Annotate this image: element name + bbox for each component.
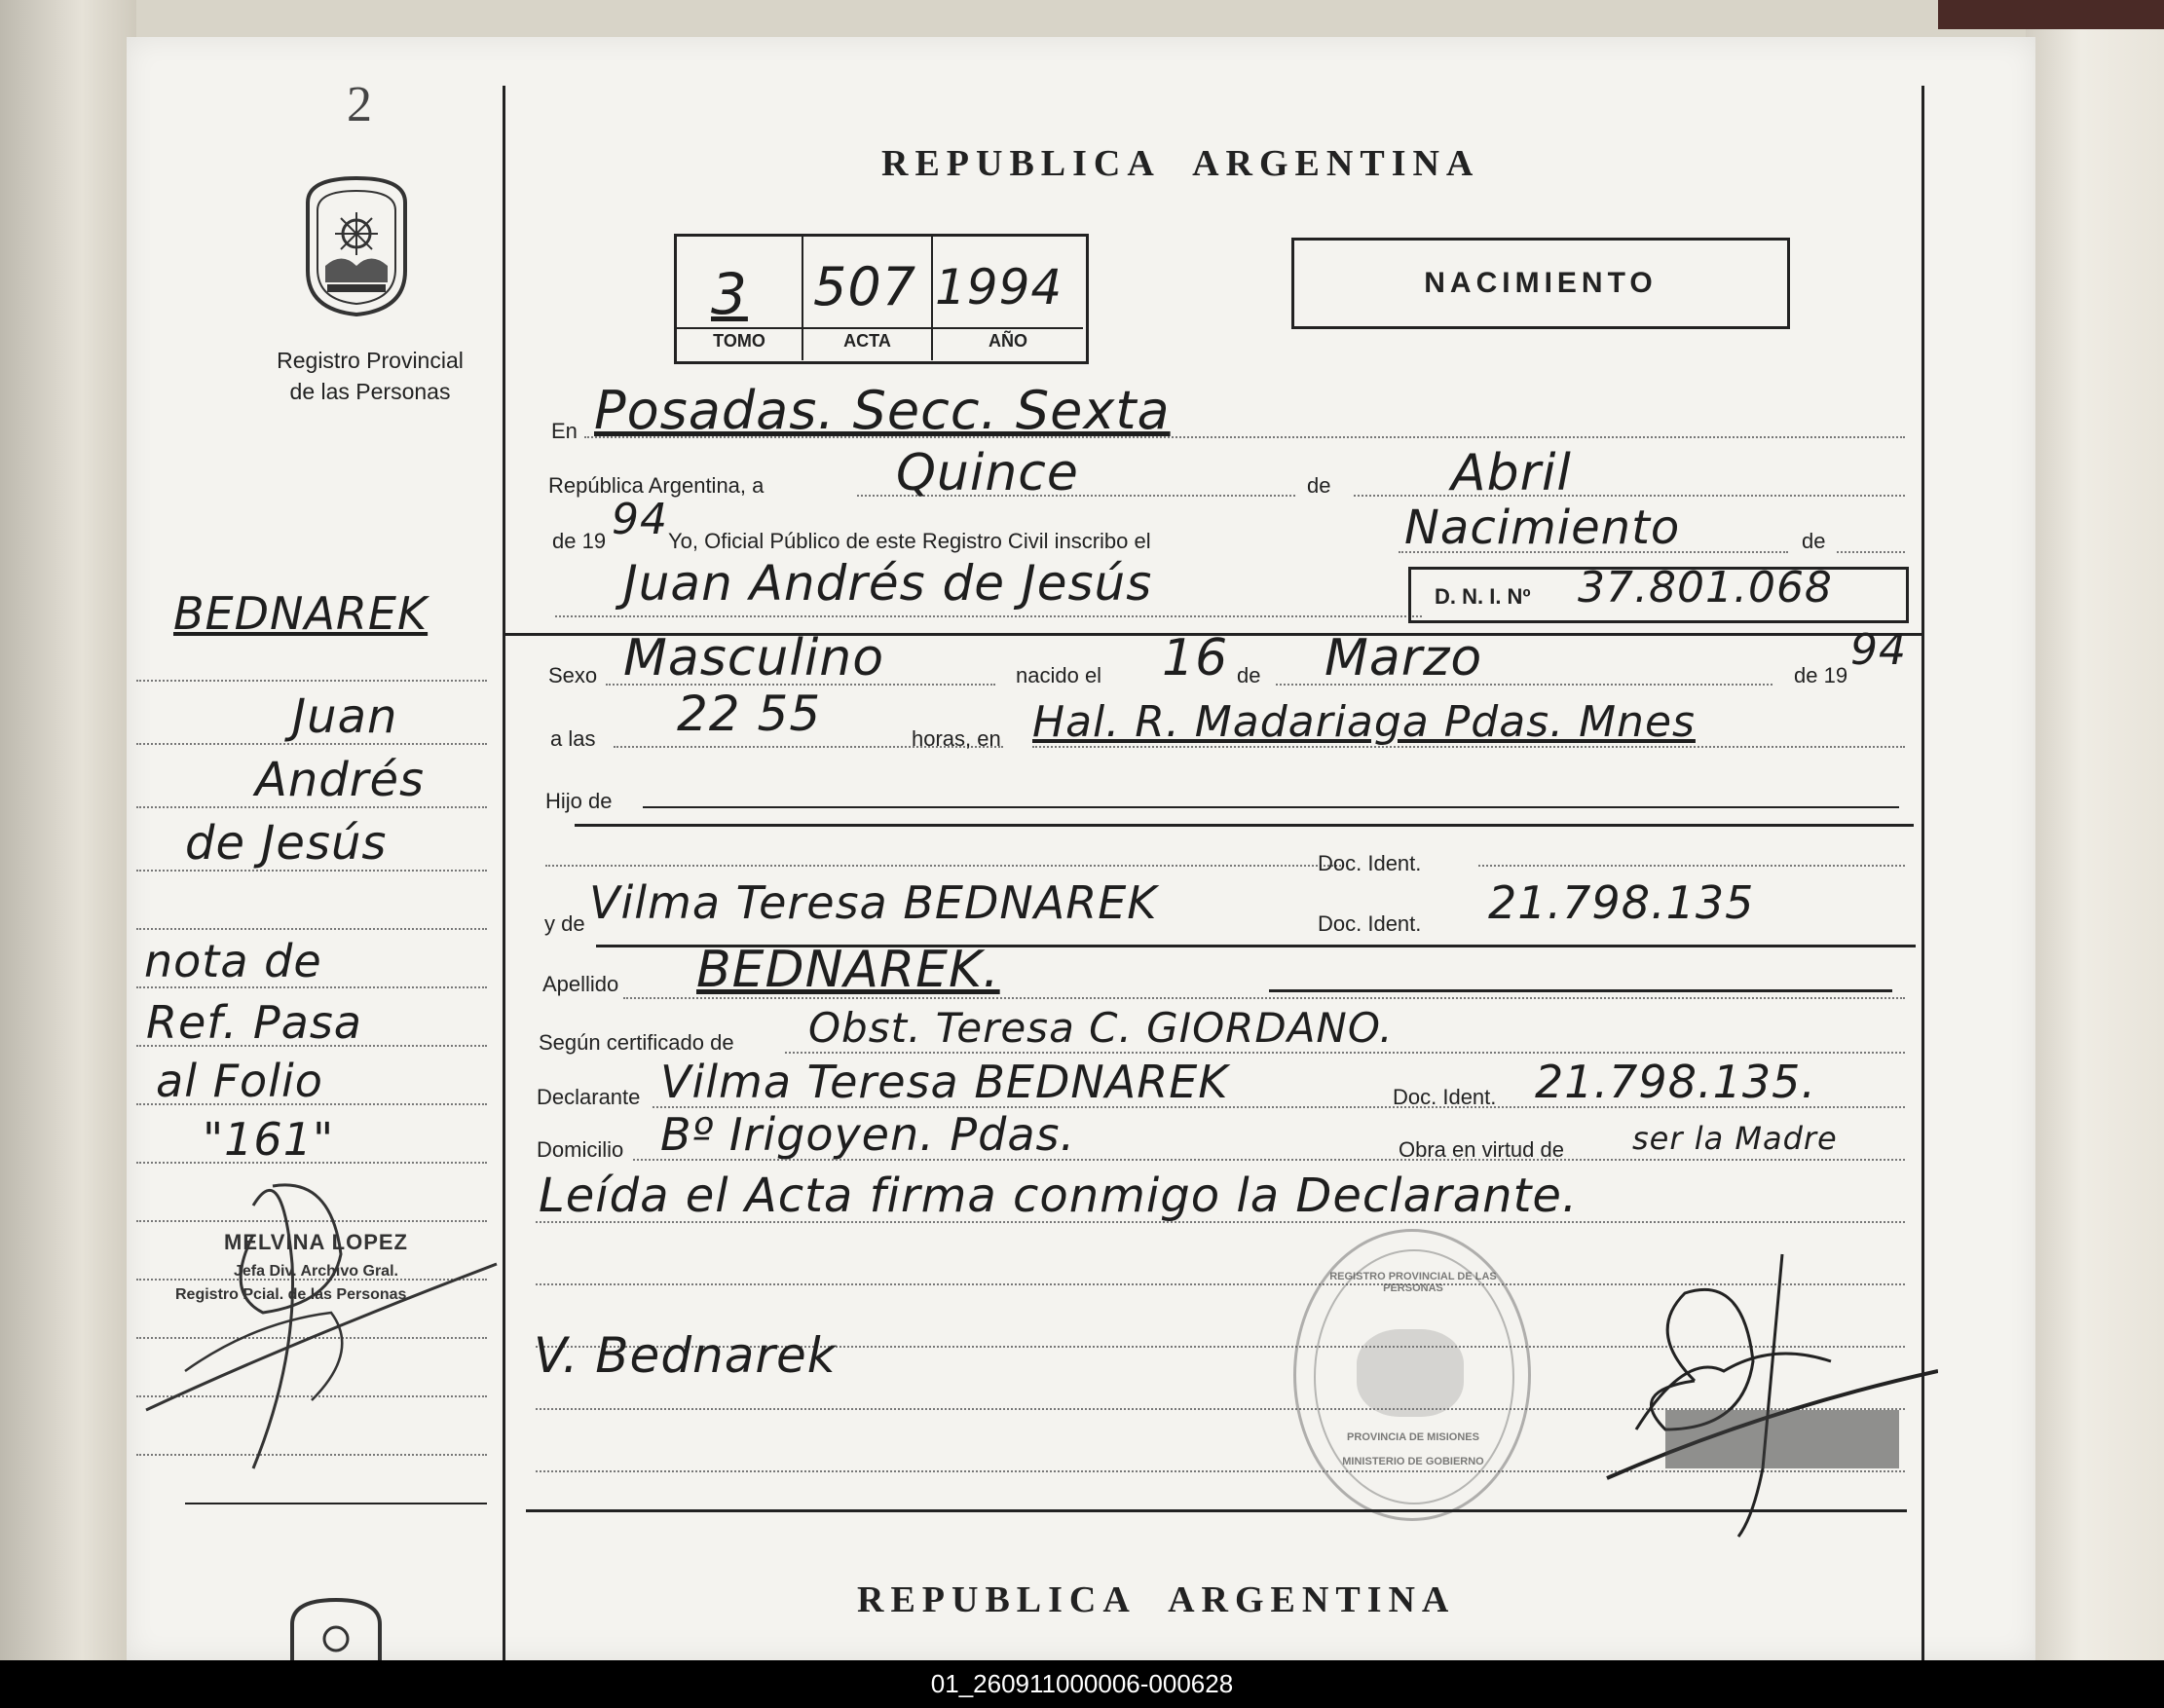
declarante-doc-value: 21.798.135.: [1535, 1056, 1816, 1108]
birth-year-label: de 19: [1794, 663, 1848, 687]
form-line: [1276, 684, 1772, 686]
domicilio-label: Domicilio: [537, 1137, 624, 1162]
margin-note-3: al Folio: [156, 1055, 323, 1107]
republica-label: República Argentina, a: [548, 473, 765, 498]
margin-line: [136, 986, 487, 988]
birth-year-value: 94: [1850, 625, 1907, 675]
record-type-box: [1291, 238, 1790, 329]
mother-doc-label: Doc. Ident.: [1318, 911, 1422, 936]
registry-title-line1: Registro Provincial: [277, 348, 464, 373]
en-label: En: [551, 419, 578, 443]
tomo-label: TOMO: [713, 331, 765, 351]
book-edge-left: [0, 0, 136, 1660]
provincial-seal-logo-bottom: [282, 1595, 390, 1660]
declarant-signature: V. Bednarek: [534, 1327, 837, 1384]
form-line: [633, 1159, 1905, 1161]
form-line: [1354, 495, 1905, 497]
page-number: 2: [347, 77, 372, 132]
margin-line: [136, 928, 487, 930]
hour-value: 22 55: [677, 686, 822, 742]
official-round-seal: [1293, 1229, 1531, 1521]
margin-line: [136, 870, 487, 872]
apellido-value: BEDNAREK.: [696, 941, 1000, 999]
birthplace-value: Hal. R. Madariaga Pdas. Mnes: [1032, 697, 1696, 747]
anio-value: 1994: [935, 259, 1063, 316]
stamp-name: MELVINA LOPEZ: [224, 1230, 408, 1254]
form-line: [545, 865, 1344, 867]
child-full-name: Juan Andrés de Jesús: [623, 555, 1153, 612]
form-line: [584, 436, 1905, 438]
scan-id-footer: 01_260911000006-000628: [0, 1660, 2164, 1708]
stamp-title: Jefa Div. Archivo Gral.: [234, 1263, 398, 1280]
day-value: Quince: [896, 444, 1079, 502]
birth-month-value: Marzo: [1325, 629, 1483, 687]
birth-day-value: 16: [1162, 629, 1229, 687]
inscribo-value: Nacimiento: [1404, 501, 1681, 555]
book-cover-corner: [1938, 0, 2164, 29]
country-title-bottom: REPUBLICA ARGENTINA: [857, 1579, 1456, 1620]
country-title: REPUBLICA ARGENTINA: [881, 143, 1480, 184]
acta-label: ACTA: [843, 331, 891, 351]
month-value: Abril: [1451, 444, 1572, 502]
birth-certificate-page: [127, 37, 2035, 1660]
birth-de-label: de: [1237, 663, 1261, 687]
obra-label: Obra en virtud de: [1399, 1137, 1564, 1162]
margin-rule: [185, 1503, 487, 1504]
form-line: [536, 1221, 1905, 1223]
form-line: [1478, 865, 1905, 867]
en-value: Posadas. Secc. Sexta: [594, 380, 1171, 441]
year-prefix-label: de 19: [552, 529, 607, 553]
seal-text-top: REGISTRO PROVINCIAL DE LAS PERSONAS: [1329, 1271, 1497, 1294]
obra-value: ser la Madre: [1632, 1120, 1838, 1157]
registry-title-line2: de las Personas: [289, 379, 451, 404]
father-doc-label: Doc. Ident.: [1318, 851, 1422, 875]
form-rule: [1269, 989, 1892, 992]
anio-label: AÑO: [989, 331, 1027, 351]
domicilio-value: Bº Irigoyen. Pdas.: [660, 1108, 1076, 1161]
declarante-doc-label: Doc. Ident.: [1393, 1085, 1497, 1109]
acta-value: 507: [813, 256, 917, 317]
inscribo-label: Yo, Oficial Público de este Registro Civil inscribo el: [668, 529, 1151, 553]
dni-value: 37.801.068: [1578, 563, 1833, 613]
form-line: [1837, 551, 1905, 553]
seal-text-middle: PROVINCIA DE MISIONES: [1347, 1431, 1479, 1443]
mother-doc-value: 21.798.135: [1488, 876, 1755, 929]
segun-value: Obst. Teresa C. GIORDANO.: [808, 1004, 1394, 1052]
registry-title: [253, 345, 487, 407]
margin-line: [136, 806, 487, 808]
de-label-2: de: [1802, 529, 1826, 553]
year-value: 94: [612, 495, 668, 544]
segun-label: Según certificado de: [539, 1030, 734, 1055]
margin-line: [136, 680, 487, 682]
section-rule: [575, 824, 1914, 827]
form-rule: [643, 806, 1899, 808]
margin-surname: BEDNAREK: [173, 587, 429, 640]
hijo-de-label: Hijo de: [545, 789, 613, 813]
margin-note-1: nota de: [144, 935, 322, 987]
margin-given-name-2: Andrés: [255, 753, 425, 807]
form-line: [1032, 746, 1905, 748]
horas-en-label: horas, en: [912, 726, 1001, 751]
tomo-value: 3: [711, 261, 748, 327]
margin-given-name-3: de Jesús: [185, 816, 388, 871]
ref-box-rule: [677, 327, 1083, 329]
dni-label: D. N. I. Nº: [1435, 584, 1531, 609]
declarante-value: Vilma Teresa BEDNAREK: [660, 1056, 1229, 1108]
y-de-label: y de: [544, 911, 585, 936]
apellido-label: Apellido: [542, 972, 619, 996]
sexo-value: Masculino: [623, 629, 885, 687]
next-page-edge: [2026, 0, 2164, 1660]
margin-line: [136, 743, 487, 745]
declarante-label: Declarante: [537, 1085, 641, 1109]
seal-text-bottom: MINISTERIO DE GOBIERNO: [1342, 1456, 1484, 1467]
margin-note-4: "161": [203, 1113, 335, 1166]
form-line: [1399, 551, 1788, 553]
form-line: [785, 1052, 1905, 1054]
mother-name: Vilma Teresa BEDNAREK: [589, 876, 1158, 929]
provincial-seal-logo: [298, 173, 415, 319]
margin-signature: [136, 1147, 506, 1498]
margin-note-2: Ref. Pasa: [146, 996, 362, 1049]
leida-acta-text: Leída el Acta firma conmigo la Declarante.: [539, 1169, 1579, 1223]
official-signature: [1529, 1235, 1938, 1546]
bottom-rule: [526, 1509, 1907, 1512]
nacido-label: nacido el: [1016, 663, 1102, 687]
stamp-office: Registro Pcial. de las Personas: [175, 1286, 407, 1303]
a-las-label: a las: [550, 726, 596, 751]
month-de-label: de: [1307, 473, 1331, 498]
sexo-label: Sexo: [548, 663, 598, 687]
form-line: [623, 997, 1905, 999]
form-line: [555, 615, 1422, 617]
margin-line: [136, 1045, 487, 1047]
record-type-label: NACIMIENTO: [1424, 267, 1658, 299]
margin-given-name-1: Juan: [292, 689, 398, 744]
margin-line: [136, 1103, 487, 1105]
